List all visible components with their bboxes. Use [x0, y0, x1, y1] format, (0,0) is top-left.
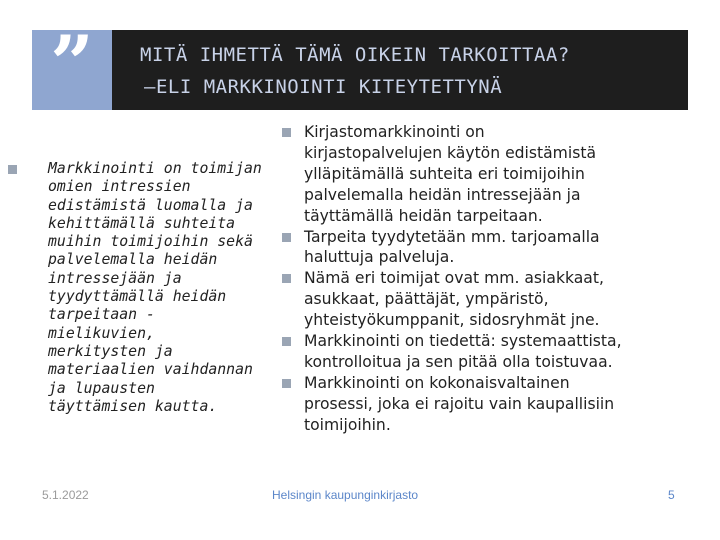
page-number: 5 [668, 488, 675, 502]
right-bullet-text: Nämä eri toimijat ovat mm. asiakkaat, asukkaat, päättäjät, ympäristö, yhteistyökumppanit, sidosryhmät jne. [304, 269, 604, 330]
right-bullet-text: Markkinointi on tiedettä: systemaattista, kontrolloitua ja sen pitää olla toistuvaa. [304, 332, 622, 371]
square-bullet-icon [282, 274, 291, 283]
title-line-1: MITÄ IHMETTÄ TÄMÄ OIKEIN TARKOITTAA? [140, 44, 570, 66]
right-bullet-text: Kirjastomarkkinointi on kirjastopalvelujen käytön edistämistä ylläpitämällä suhteita eri toimijoihin palvelemalla heidän intressejään ja täyttämällä heidän tarpeitaan. [304, 123, 597, 225]
right-bullet-text: Tarpeita tyydytetään mm. tarjoamalla haluttuja palveluja. [304, 227, 600, 267]
square-bullet-icon [282, 233, 291, 242]
square-bullet-icon [8, 165, 17, 174]
quote-icon: ” [50, 19, 94, 108]
right-bullet-text: Markkinointi on kokonaisvaltainen prosessi, joka ei rajoitu vain kaupallisiin toimijoihin. [304, 373, 615, 434]
right-bullet-item [276, 373, 696, 436]
right-bullet-item [276, 331, 696, 373]
left-bullet-item [8, 160, 270, 416]
right-bullet-item [276, 227, 696, 269]
quote-mark-box [32, 19, 112, 110]
right-bullet-item [276, 268, 696, 331]
slide-title [112, 30, 688, 110]
right-column [276, 122, 696, 436]
footer-date: 5.1.2022 [42, 488, 89, 502]
footer-organization: Helsingin kaupunginkirjasto [272, 488, 419, 502]
square-bullet-icon [282, 337, 291, 346]
title-line-2: –ELI MARKKINOINTI KITEYTETTYNÄ [144, 76, 503, 98]
square-bullet-icon [282, 128, 291, 137]
left-bullet-text: Markkinointi on toimijan omien intressien edistämistä luomalla ja kehittämällä suhteita muihin toimijoihin sekä palvelemalla heidän intressejään ja tyydyttämällä heidän tarpeitaan - mielikuvien, merkitysten ja materiaalien vaihdannan ja lupausten täyttämisen kautta. [48, 160, 262, 415]
square-bullet-icon [282, 379, 291, 388]
left-column [8, 160, 270, 416]
right-bullet-item [276, 122, 696, 227]
